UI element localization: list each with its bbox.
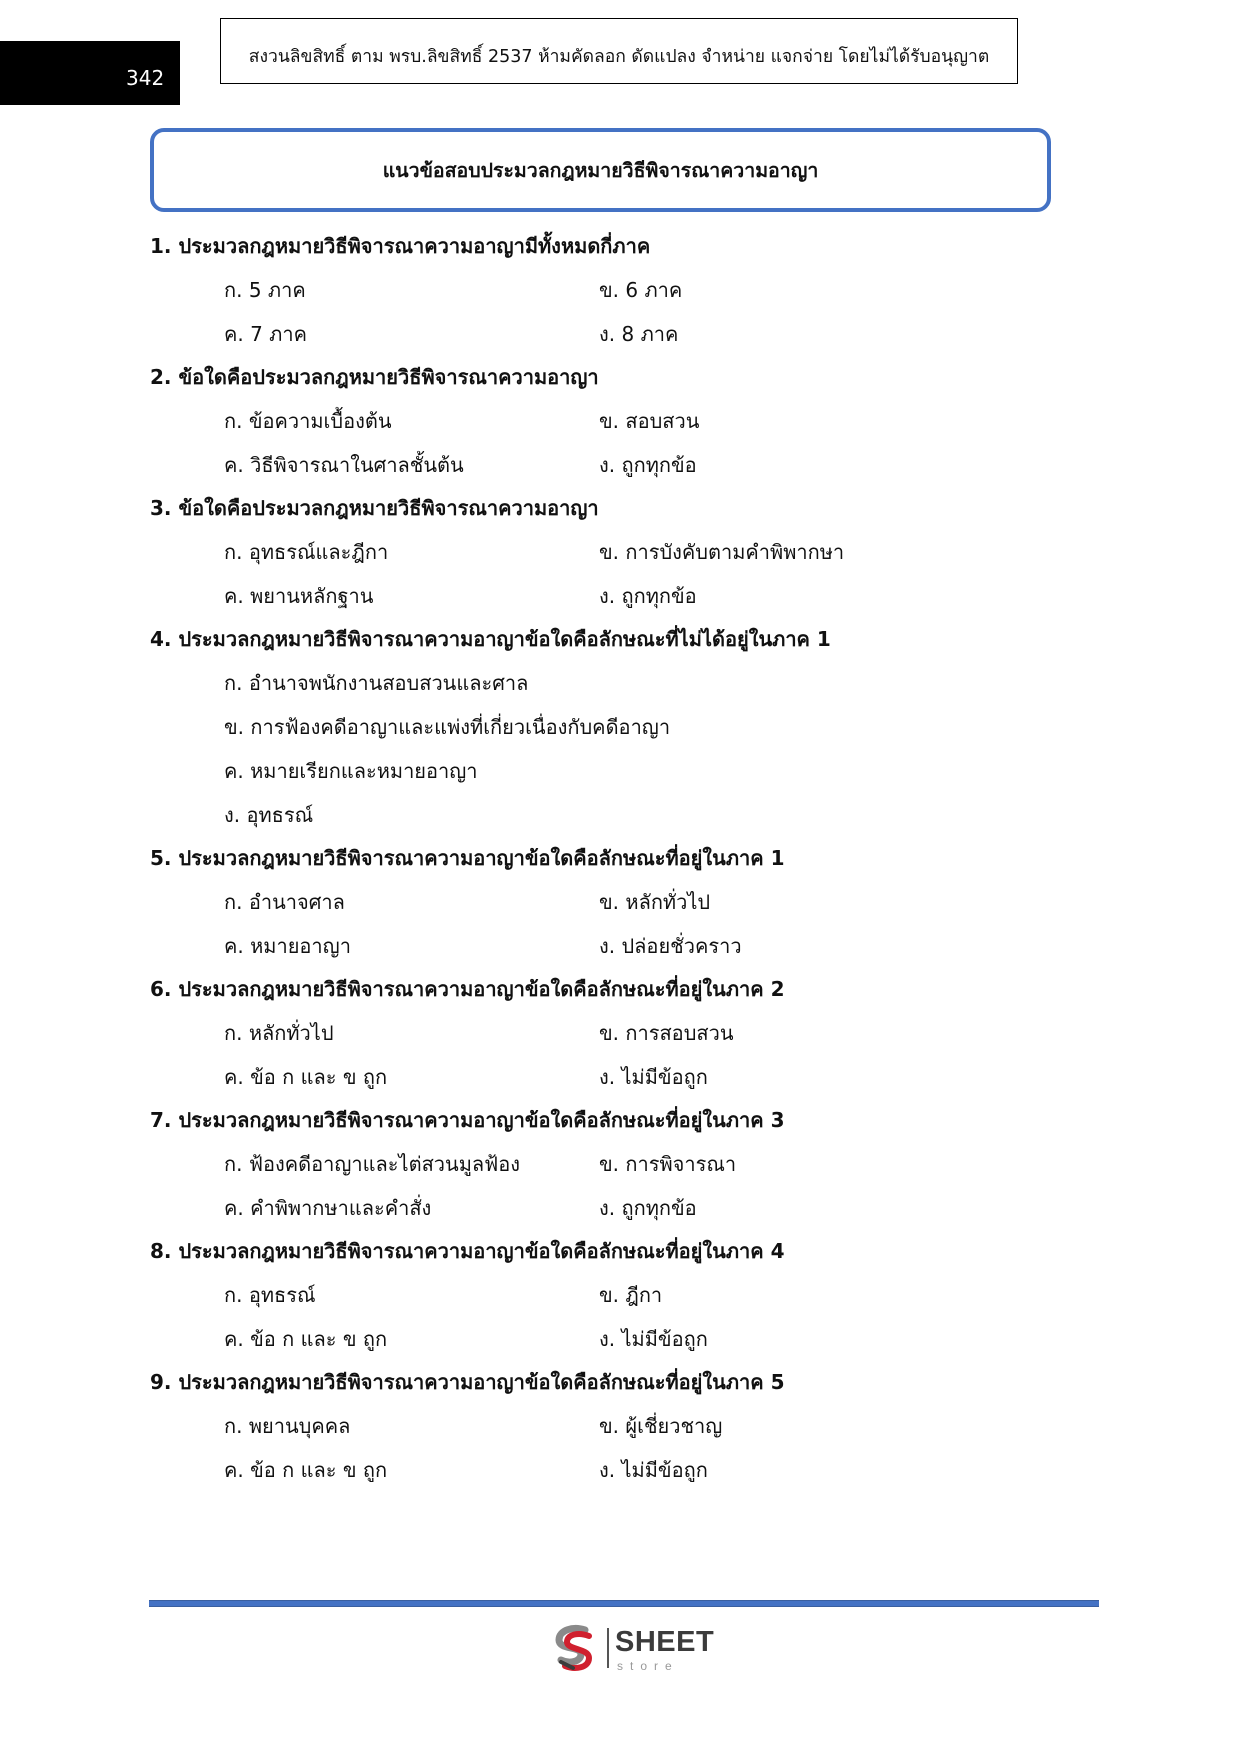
q5-option-c: ค. หมายอาญา <box>224 934 351 958</box>
question-4: 4. ประมวลกฎหมายวิธีพิจารณาความอาญาข้อใดคือลักษณะที่ไม่ได้อยู่ในภาค 1 <box>150 627 831 651</box>
q2-option-a: ก. ข้อความเบื้องต้น <box>224 409 392 433</box>
q5-option-a: ก. อำนาจศาล <box>224 890 345 914</box>
q1-option-c: ค. 7 ภาค <box>224 322 307 346</box>
sheet-store-logo-icon <box>551 1624 599 1674</box>
logo-wordmark: SHEET <box>615 1626 715 1658</box>
page-number: 342 <box>126 66 165 90</box>
footer-divider <box>149 1600 1099 1607</box>
question-2: 2. ข้อใดคือประมวลกฎหมายวิธีพิจารณาความอาญา <box>150 365 599 389</box>
q4-option-d: ง. อุทธรณ์ <box>224 803 314 827</box>
q1-option-a: ก. 5 ภาค <box>224 278 306 302</box>
q4-option-c: ค. หมายเรียกและหมายอาญา <box>224 759 478 783</box>
q8-option-c: ค. ข้อ ก และ ข ถูก <box>224 1327 388 1351</box>
q4-option-b: ข. การฟ้องคดีอาญาและแพ่งที่เกี่ยวเนื่องกับคดีอาญา <box>224 715 671 739</box>
q7-option-d: ง. ถูกทุกข้อ <box>599 1196 697 1220</box>
question-3: 3. ข้อใดคือประมวลกฎหมายวิธีพิจารณาความอาญา <box>150 496 599 520</box>
q7-option-b: ข. การพิจารณา <box>599 1152 737 1176</box>
q8-option-b: ข. ฎีกา <box>599 1283 663 1307</box>
q8-option-a: ก. อุทธรณ์ <box>224 1283 316 1307</box>
question-1: 1. ประมวลกฎหมายวิธีพิจารณาความอาญามีทั้งหมดกี่ภาค <box>150 234 651 258</box>
question-6: 6. ประมวลกฎหมายวิธีพิจารณาความอาญาข้อใดคือลักษณะที่อยู่ในภาค 2 <box>150 977 785 1001</box>
q9-option-a: ก. พยานบุคคล <box>224 1414 351 1438</box>
copyright-notice: สงวนลิขสิทธิ์ ตาม พรบ.ลิขสิทธิ์ 2537 ห้ามคัดลอก ดัดแปลง จำหน่าย แจกจ่าย โดยไม่ได้รับอนุญาต <box>220 18 1018 84</box>
q3-option-a: ก. อุทธรณ์และฎีกา <box>224 540 389 564</box>
q2-option-b: ข. สอบสวน <box>599 409 700 433</box>
q2-option-d: ง. ถูกทุกข้อ <box>599 453 697 477</box>
q5-option-b: ข. หลักทั่วไป <box>599 890 711 914</box>
question-8: 8. ประมวลกฎหมายวิธีพิจารณาความอาญาข้อใดคือลักษณะที่อยู่ในภาค 4 <box>150 1239 785 1263</box>
page-title: แนวข้อสอบประมวลกฎหมายวิธีพิจารณาความอาญา <box>150 128 1051 212</box>
q9-option-d: ง. ไม่มีข้อถูก <box>599 1458 708 1482</box>
q8-option-d: ง. ไม่มีข้อถูก <box>599 1327 708 1351</box>
question-7: 7. ประมวลกฎหมายวิธีพิจารณาความอาญาข้อใดคือลักษณะที่อยู่ในภาค 3 <box>150 1108 785 1132</box>
q1-option-b: ข. 6 ภาค <box>599 278 683 302</box>
q6-option-b: ข. การสอบสวน <box>599 1021 734 1045</box>
question-9: 9. ประมวลกฎหมายวิธีพิจารณาความอาญาข้อใดคือลักษณะที่อยู่ในภาค 5 <box>150 1370 785 1394</box>
q6-option-c: ค. ข้อ ก และ ข ถูก <box>224 1065 388 1089</box>
q6-option-a: ก. หลักทั่วไป <box>224 1021 334 1045</box>
q3-option-b: ข. การบังคับตามคำพิพากษา <box>599 540 845 564</box>
q9-option-b: ข. ผู้เชี่ยวชาญ <box>599 1414 723 1438</box>
sheet-store-logo <box>551 1624 731 1674</box>
q5-option-d: ง. ปล่อยชั่วคราว <box>599 934 742 958</box>
q9-option-c: ค. ข้อ ก และ ข ถูก <box>224 1458 388 1482</box>
logo-subtext: store <box>617 1659 679 1673</box>
q3-option-c: ค. พยานหลักฐาน <box>224 584 374 608</box>
q7-option-a: ก. ฟ้องคดีอาญาและไต่สวนมูลฟ้อง <box>224 1152 521 1176</box>
q4-option-a: ก. อำนาจพนักงานสอบสวนและศาล <box>224 671 529 695</box>
question-5: 5. ประมวลกฎหมายวิธีพิจารณาความอาญาข้อใดคือลักษณะที่อยู่ในภาค 1 <box>150 846 785 870</box>
logo-separator <box>607 1628 609 1668</box>
q7-option-c: ค. คำพิพากษาและคำสั่ง <box>224 1196 432 1220</box>
q2-option-c: ค. วิธีพิจารณาในศาลชั้นต้น <box>224 453 464 477</box>
q6-option-d: ง. ไม่มีข้อถูก <box>599 1065 708 1089</box>
q1-option-d: ง. 8 ภาค <box>599 322 679 346</box>
q3-option-d: ง. ถูกทุกข้อ <box>599 584 697 608</box>
